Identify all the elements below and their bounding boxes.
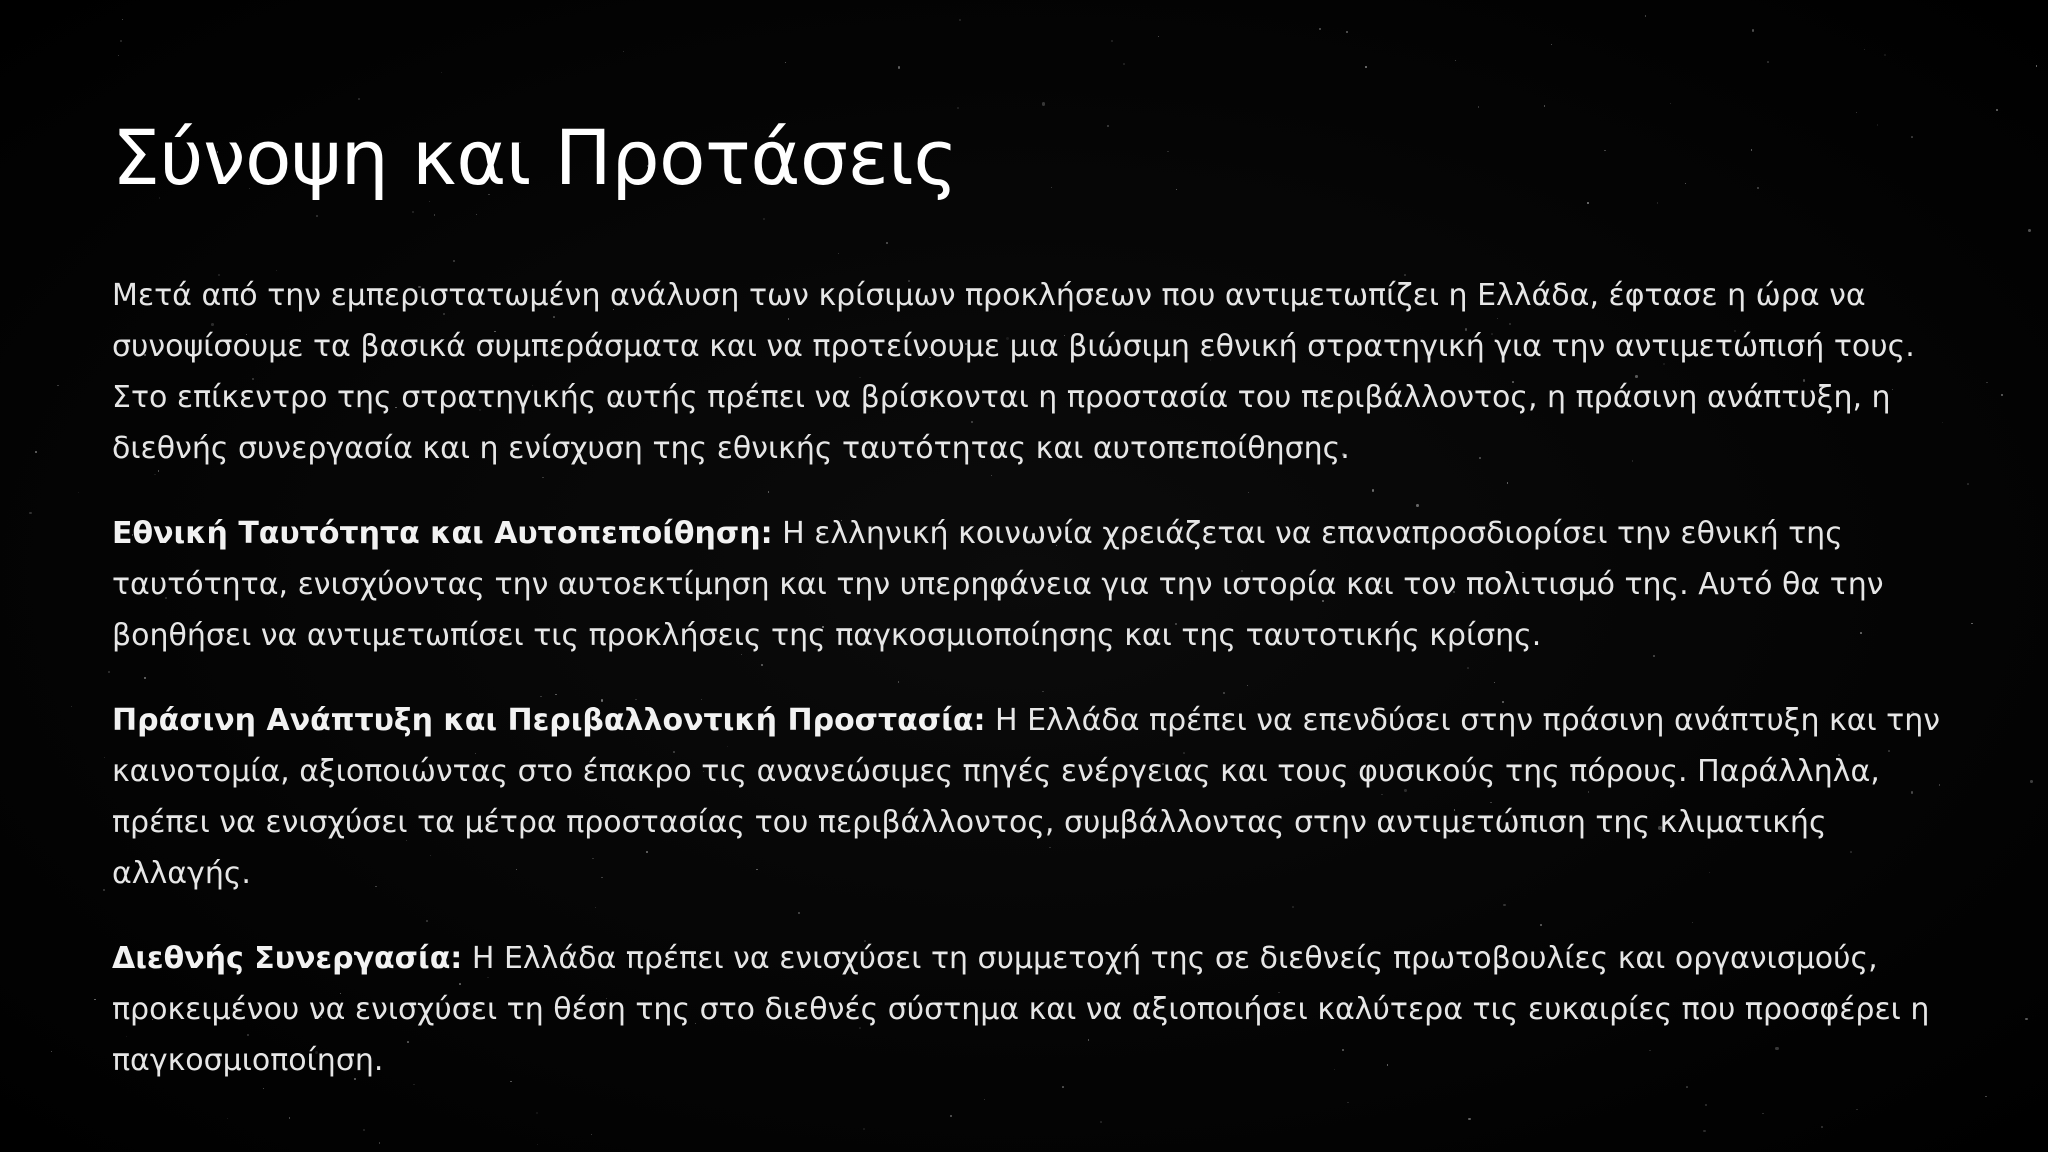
star-dot <box>1864 49 1865 50</box>
star-dot <box>1967 483 1969 485</box>
star-dot <box>1703 1130 1705 1132</box>
star-dot <box>358 98 360 100</box>
star-dot <box>2001 394 2002 395</box>
star-dot <box>1455 60 1456 61</box>
star-dot <box>1971 623 1972 624</box>
star-dot <box>1821 1126 1823 1128</box>
star-dot <box>1985 1096 1987 1098</box>
star-dot <box>1752 29 1754 31</box>
star-dot <box>2036 65 2038 67</box>
star-dot <box>78 492 79 493</box>
section-international-cooperation <box>112 933 1942 1086</box>
star-dot <box>122 19 123 20</box>
star-dot <box>363 1129 365 1131</box>
section-heading: Πράσινη Ανάπτυξη και Περιβαλλοντική Προστασία: <box>112 703 986 738</box>
star-dot <box>1986 382 1987 383</box>
intro-paragraph: Μετά από την εμπεριστατωμένη ανάλυση των κρίσιμων προκλήσεων που αντιμετωπίζει η Ελλάδα, έφτασε η ώρα να συνοψίσουμε τα βασικά συμπεράσματα και να προτείνουμε μια βιώσιμη εθνική στρατηγική για την αντιμετώπισή τους. Στο επίκεντρο της στρατηγικής αυτής πρέπει να βρίσκονται η προστασία του περιβάλλοντος, η πράσινη ανάπτυξη, η διεθνής συνεργασία και η ενίσχυση της εθνικής ταυτότητας και αυτοπεποίθησης. <box>112 278 1915 466</box>
star-dot <box>957 107 959 109</box>
star-dot <box>441 72 442 73</box>
star-dot <box>591 1134 592 1135</box>
star-dot <box>2028 229 2031 232</box>
star-dot <box>1158 36 1159 37</box>
star-dot <box>623 51 624 52</box>
star-dot <box>785 62 786 63</box>
star-dot <box>103 889 105 891</box>
star-dot <box>2030 780 2033 783</box>
section-national-identity <box>112 508 1942 661</box>
star-dot <box>1042 102 1045 105</box>
star-dot <box>118 55 119 56</box>
slide-content <box>112 110 1942 1120</box>
slide-title: Σύνοψη και Προτάσεις <box>112 113 958 202</box>
star-dot <box>1670 103 1671 104</box>
star-dot <box>71 706 72 707</box>
star-dot <box>108 671 109 672</box>
star-dot <box>2025 1018 2027 1020</box>
star-dot <box>379 1142 381 1144</box>
star-dot <box>1645 15 1646 16</box>
star-dot <box>35 451 37 453</box>
star-dot <box>1478 106 1480 108</box>
star-dot <box>537 1144 538 1145</box>
star-dot <box>1100 1121 1102 1123</box>
star-dot <box>104 757 105 758</box>
section-body: Η ελληνική κοινωνία χρειάζεται να επαναπροσδιορίσει την εθνική της ταυτότητα, ενισχύοντας την αυτοεκτίμηση και την υπερηφάνεια για την ιστορία και τον πολιτισμό της. Αυτό θα την βοηθήσει να αντιμετωπίσει τις προκλήσεις της παγκοσμιοποίησης και της ταυτοτικής κρίσης. <box>112 516 1884 653</box>
star-dot <box>1346 31 1348 33</box>
section-green-growth <box>112 695 1942 899</box>
star-dot <box>29 512 32 515</box>
section-body: Η Ελλάδα πρέπει να επενδύσει στην πράσινη ανάπτυξη και την καινοτομία, αξιοποιώντας στο έπακρο τις ανανεώσιμες πηγές ενέργειας και τους φυσικούς της πόρους. Παράλληλα, πρέπει να ενισχύσει τα μέτρα προστασίας του περιβάλλοντος, συμβάλλοντας στην αντιμετώπιση της κλιματικής αλλαγής. <box>112 703 1941 891</box>
star-dot <box>1884 54 1886 56</box>
star-dot <box>1996 109 1998 111</box>
star-dot <box>1365 66 1366 67</box>
star-dot <box>94 999 95 1000</box>
star-dot <box>898 66 900 68</box>
star-dot <box>1767 61 1769 63</box>
star-dot <box>57 385 59 387</box>
star-dot <box>1319 28 1321 30</box>
section-body: Η Ελλάδα πρέπει να ενισχύσει τη συμμετοχή της σε διεθνείς πρωτοβουλίες και οργανισμούς, προκειμένου να ενισχύσει τη θέση της στο διεθνές σύστημα και να αξιοποιήσει καλύτερα τις ευκαιρίες που προσφέρει η παγκοσμιοποίηση. <box>112 941 1930 1078</box>
star-dot <box>1551 44 1552 45</box>
star-dot <box>959 19 961 21</box>
star-dot <box>1123 63 1125 65</box>
star-dot <box>51 1051 52 1052</box>
star-dot <box>863 1128 865 1130</box>
section-heading: Εθνική Ταυτότητα και Αυτοπεποίθηση: <box>112 516 773 551</box>
star-dot <box>1111 40 1113 42</box>
star-dot <box>120 40 122 42</box>
star-dot <box>1544 105 1546 107</box>
section-heading: Διεθνής Συνεργασία: <box>112 941 463 976</box>
